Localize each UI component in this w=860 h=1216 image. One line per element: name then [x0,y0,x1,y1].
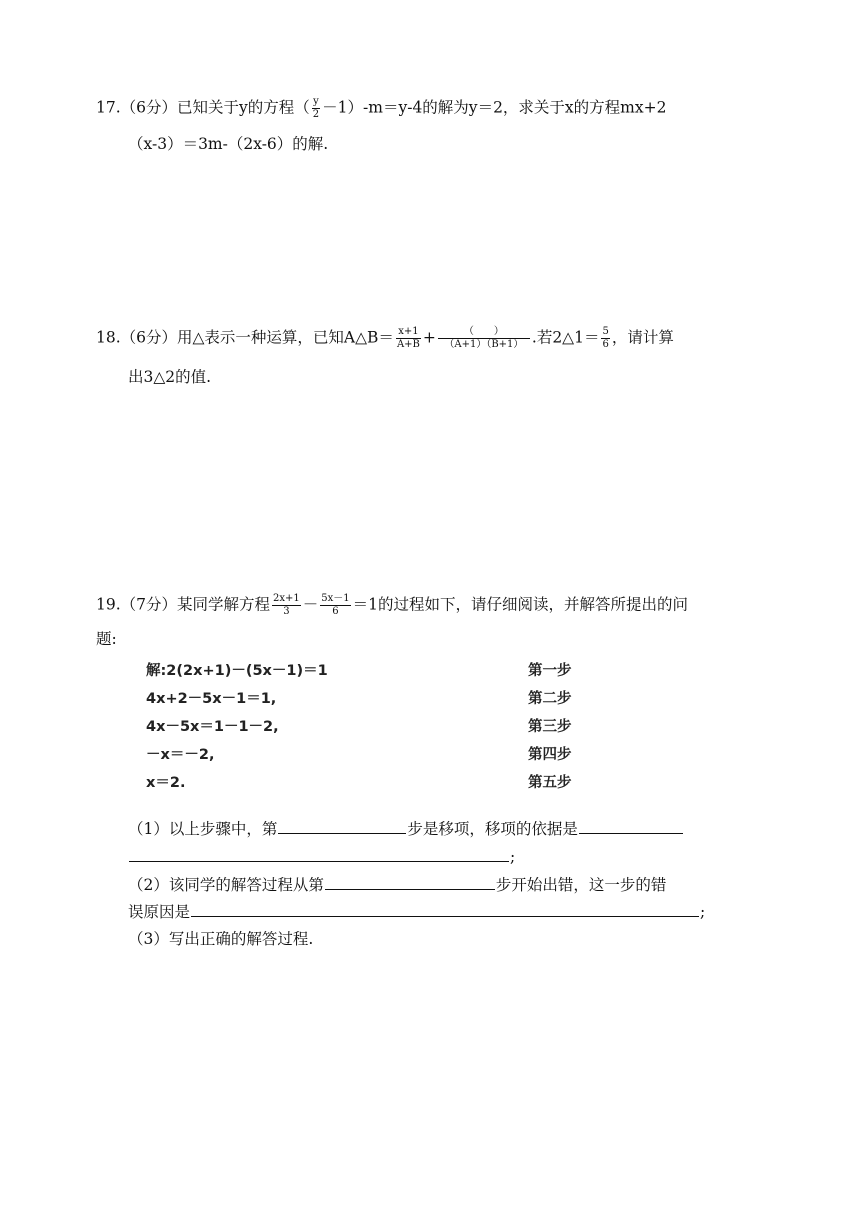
q19-sub2-b: 步开始出错，这一步的错 [495,876,667,894]
q19-sub2-blank-reason[interactable] [191,900,699,917]
q19-frac2-num: 5x－1 [321,593,350,604]
q19-sub2-end: ; [700,903,706,921]
q19-suffix: ＝1的过程如下，请仔细阅读，并解答所提出的问 [352,595,689,614]
q19-sub2-blank-step[interactable] [325,873,495,890]
q17-fraction [312,96,320,121]
q18-frac3-num: 5 [602,326,609,337]
q19-fraction-2 [320,593,350,618]
q19-sub1-blank-step[interactable] [278,817,406,834]
q19-minus: － [302,595,319,614]
q18-fraction-2 [438,326,530,351]
q19-line-2: 题: [96,630,117,648]
q18-line-1 [96,326,674,351]
q18-plus: + [422,328,436,347]
q18-line-2: 出3△2的值. [128,368,212,386]
q19-sub1-line-2 [128,845,515,868]
q19-sub2-line-1 [128,873,666,896]
q17-line-1 [96,96,666,121]
q18-frac2-num: （ ） [438,326,530,339]
q17-line-2: （x-3）＝3m-（2x-6）的解. [128,135,329,153]
q18-suffix: ，请计算 [611,328,674,347]
q19-step-4-label: 第四步 [528,747,572,763]
q19-sub1-line-1 [128,817,684,840]
q19-sub2-a: （2）该同学的解答过程从第 [128,876,324,894]
q19-sub1-end: ; [510,848,516,866]
q19-step-4-expr: －x＝－2, [146,747,215,763]
q19-frac1-num: 2x+1 [273,593,300,604]
q19-sub1-b: 步是移项，移项的依据是 [407,820,578,838]
q19-frac1-den: 3 [283,606,290,617]
q18-frac1-num: x+1 [396,326,421,339]
q17-frac-num: y [313,96,319,107]
q17-after-frac: －1）-m＝y-4的解为y＝2，求关于x的方程mx+2 [322,98,667,117]
q19-line-1 [96,593,688,618]
q19-prefix: 19.（7分）某同学解方程 [96,595,271,614]
q18-frac3-den: 6 [602,339,609,350]
q19-sub1-blank-basis-cont[interactable] [129,845,509,862]
q19-sub2-line-2 [128,900,705,923]
q18-frac1-den: A+B [396,339,420,350]
q19-fraction-1 [272,593,301,618]
q18-fraction-1 [396,326,421,351]
q18-prefix: 18.（6分）用△表示一种运算，已知A△B＝ [96,328,394,347]
q19-step-3-label: 第三步 [528,719,572,735]
q19-step-1-expr: 解:2(2x+1)－(5x－1)＝1 [146,663,328,679]
q19-frac2-den: 6 [332,606,339,617]
q19-step-3-expr: 4x－5x＝1－1－2, [146,719,279,735]
q17-prefix: 17.（6分）已知关于y的方程（ [96,98,310,117]
q19-sub1-blank-basis[interactable] [579,817,683,834]
q19-step-5-label: 第五步 [528,775,572,791]
q18-mid: .若2△1＝ [531,328,600,347]
q19-step-5-expr: x＝2. [146,775,186,791]
q17-frac-den: 2 [312,109,320,120]
q19-sub3: （3）写出正确的解答过程. [128,930,314,948]
q19-sub1-a: （1）以上步骤中，第 [128,820,278,838]
q19-step-2-expr: 4x+2－5x－1＝1, [146,691,277,707]
q19-step-1-label: 第一步 [528,663,572,679]
q19-sub2-c: 误原因是 [128,903,191,921]
q18-fraction-3 [601,326,609,351]
q19-step-2-label: 第二步 [528,691,572,707]
q18-frac2-den: （A+1）（B+1） [444,339,524,350]
